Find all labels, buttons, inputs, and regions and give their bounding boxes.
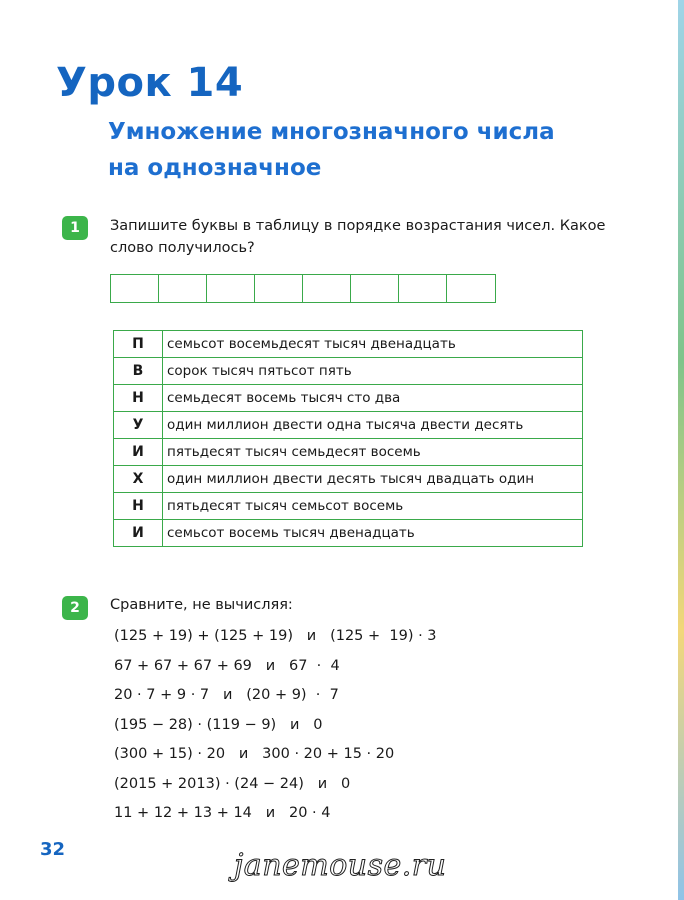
answer-cell[interactable]: [207, 275, 255, 302]
row-letter: Н: [114, 385, 163, 412]
comparison-expression: 11 + 12 + 13 + 14 и 20 · 4: [114, 805, 331, 821]
row-letter: У: [114, 412, 163, 439]
row-letter: И: [114, 520, 163, 547]
answer-cell[interactable]: [351, 275, 399, 302]
expression-list: [114, 622, 437, 829]
table-row: [114, 493, 583, 520]
page-edge-decoration: [678, 0, 684, 900]
comparison-expression: 67 + 67 + 67 + 69 и 67 · 4: [114, 657, 340, 674]
comparison-expression: (195 − 28) · (119 − 9) и 0: [114, 716, 323, 733]
row-number-words: пятьдесят тысяч семьсот восемь: [163, 493, 583, 520]
task2-number-badge: 2: [62, 596, 88, 620]
task1-number-badge: 1: [62, 216, 88, 240]
row-number-words: один миллион двести одна тысяча двести десять: [163, 412, 583, 439]
table-row: [114, 358, 583, 385]
answer-cell[interactable]: [447, 275, 495, 302]
task2-title: Сравните, не вычисляя:: [110, 597, 293, 613]
answer-cell[interactable]: [303, 275, 351, 302]
comparison-expression: (300 + 15) · 20 и 300 · 20 + 15 · 20: [114, 746, 395, 762]
row-number-words: один миллион двести десять тысяч двадцать один: [163, 466, 583, 493]
table-row: [114, 412, 583, 439]
page-number: 32: [40, 839, 66, 860]
row-number-words: пятьдесят тысяч семьдесят восемь: [163, 439, 583, 466]
answer-cell[interactable]: [255, 275, 303, 302]
table-row: [114, 466, 583, 493]
table-row: [114, 520, 583, 547]
row-number-words: сорок тысяч пятьсот пять: [163, 358, 583, 385]
task1-instruction: Запишите буквы в таблицу в порядке возрастания чисел. Какое слово получилось?: [110, 218, 606, 256]
table-row: [114, 439, 583, 466]
lesson-subtitle: Умножение многозначного числа на однозначное: [108, 119, 555, 181]
answer-cell[interactable]: [159, 275, 207, 302]
row-letter: Н: [114, 493, 163, 520]
watermark: janemouse.ru: [234, 848, 447, 883]
row-letter: П: [114, 331, 163, 358]
letters-table: [113, 330, 583, 547]
row-number-words: семьдесят восемь тысяч сто два: [163, 385, 583, 412]
row-number-words: семьсот восемьдесят тысяч двенадцать: [163, 331, 583, 358]
lesson-title: Урок 14: [56, 60, 244, 106]
comparison-expression: 20 · 7 + 9 · 7 и (20 + 9) · 7: [114, 687, 339, 703]
row-letter: В: [114, 358, 163, 385]
answer-cell[interactable]: [111, 275, 159, 302]
table-row: [114, 385, 583, 412]
comparison-expression: (2015 + 2013) · (24 − 24) и 0: [114, 775, 351, 792]
row-letter: Х: [114, 466, 163, 493]
table-row: [114, 331, 583, 358]
answer-grid[interactable]: [110, 274, 496, 303]
row-number-words: семьсот восемь тысяч двенадцать: [163, 520, 583, 547]
comparison-expression: (125 + 19) + (125 + 19) и (125 + 19) · 3: [114, 628, 437, 644]
answer-cell[interactable]: [399, 275, 447, 302]
row-letter: И: [114, 439, 163, 466]
